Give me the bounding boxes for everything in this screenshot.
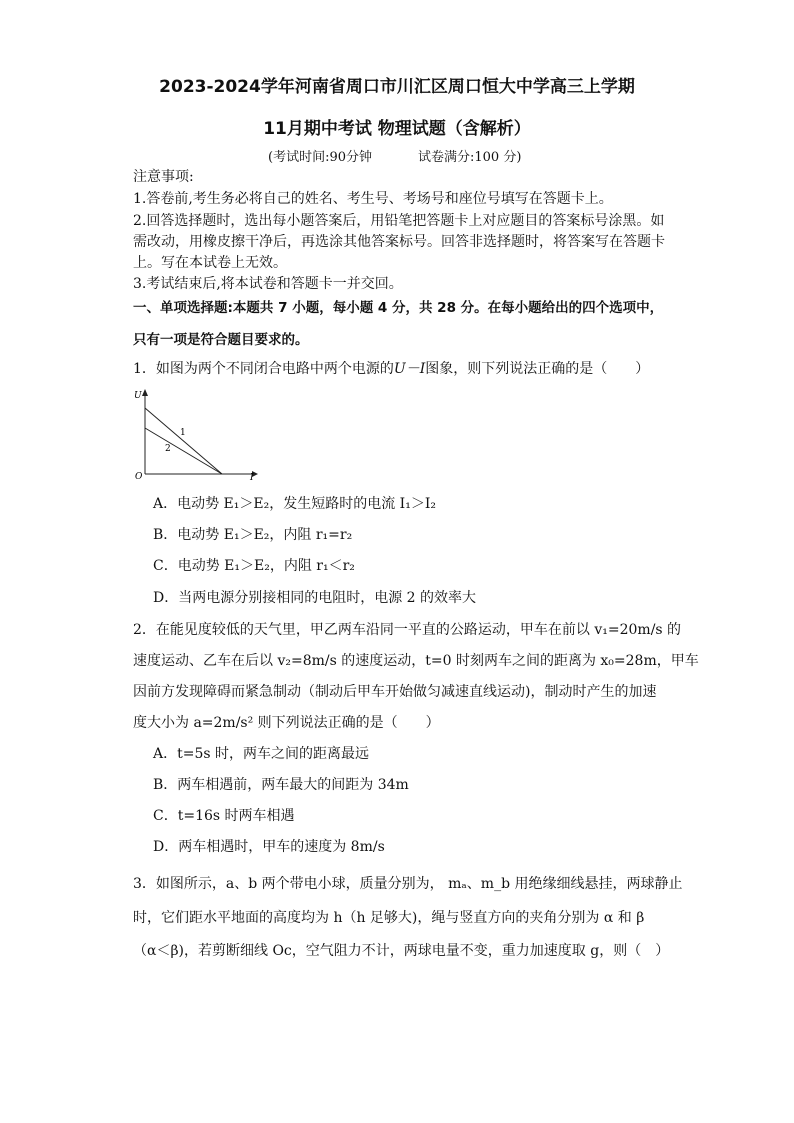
notes-heading: 注意事项: (133, 169, 194, 185)
title-line-2: 11月期中考试 物理试题（含解析） (263, 119, 531, 139)
q2-line-1: 2．在能见度较低的天气里，甲乙两车沿同一平直的公路运动，甲车在前以 v₁=20m/s 的 (133, 622, 682, 638)
q2-option-a: A．t=5s 时，两车之间的距离最远 (153, 746, 370, 762)
ui-graph (132, 384, 262, 484)
q1-stem-c: 图象，则下列说法正确的是（ ） (425, 361, 650, 377)
q2-option-d: D．两车相遇时，甲车的速度为 8m/s (153, 839, 385, 855)
line-1-label: 1 (180, 428, 186, 438)
note-2-line-1: 2.回答选择题时，选出每小题答案后，用铅笔把答题卡上对应题目的答案标号涂黑。如 (133, 213, 665, 229)
line-1 (145, 408, 222, 474)
full-score: 试卷满分:100 分) (418, 150, 522, 165)
x-axis-label: I (250, 473, 254, 483)
q1-option-d: D．当两电源分别接相同的电阻时，电源 2 的效率大 (153, 590, 477, 606)
q1-stem-a: 1．如图为两个不同闭合电路中两个电源的 (133, 361, 394, 377)
q1-option-b: B．电动势 E₁＞E₂，内阻 r₁=r₂ (153, 527, 353, 543)
note-3: 3.考试结束后,将本试卷和答题卡一并交回。 (133, 276, 403, 292)
q2-option-c: C．t=16s 时两车相遇 (153, 808, 295, 824)
title-line-1: 2023-2024学年河南省周口市川汇区周口恒大中学高三上学期 (159, 77, 635, 97)
q2-line-4: 度大小为 a=2m/s² 则下列说法正确的是（ ） (133, 715, 440, 731)
line-2-label: 2 (165, 444, 171, 454)
q2-line-3: 因前方发现障碍而紧急制动（制动后甲车开始做匀减速直线运动)，制动时产生的加速 (133, 684, 657, 700)
origin-label: O (135, 472, 143, 482)
q1-stem-ui: U－I (393, 361, 426, 377)
exam-time: (考试时间:90分钟 (268, 150, 372, 165)
y-axis-label: U (134, 391, 142, 401)
section-heading-line-2: 只有一项是符合题目要求的。 (133, 332, 309, 348)
note-2-line-2: 需改动，用橡皮擦干净后，再选涂其他答案标号。回答非选择题时，将答案写在答题卡 (133, 234, 665, 250)
note-2-line-3: 上。写在本试卷上无效。 (133, 255, 287, 271)
note-1: 1.答卷前,考生务必将自己的姓名、考生号、考场号和座位号填写在答题卡上。 (133, 191, 613, 207)
q2-option-b: B．两车相遇前，两车最大的间距为 34m (153, 777, 409, 793)
q1-option-a: A．电动势 E₁＞E₂，发生短路时的电流 I₁＞I₂ (153, 496, 436, 512)
section-heading-line-1: 一、单项选择题:本题共 7 小题，每小题 4 分，共 28 分。在每小题给出的四个选项中， (133, 300, 664, 316)
y-axis-arrow (142, 389, 148, 396)
q3-line-1: 3．如图所示，a、b 两个带电小球，质量分别为， mₐ、m_b 用绝缘细线悬挂，两球静止 (133, 876, 683, 892)
q3-line-2: 时，它们距水平地面的高度均为 h（h 足够大)，绳与竖直方向的夹角分别为 α 和 β (133, 910, 645, 926)
q1-stem (133, 358, 649, 378)
q2-line-2: 速度运动、乙车在后以 v₂=8m/s 的速度运动，t=0 时刻两车之间的距离为 x₀=28m，甲车 (133, 653, 699, 669)
q1-option-c: C．电动势 E₁＞E₂，内阻 r₁＜r₂ (153, 558, 355, 574)
q3-line-3: （α＜β)，若剪断细线 Oc，空气阻力不计，两球电量不变，重力加速度取 g，则（ ） (133, 943, 670, 959)
